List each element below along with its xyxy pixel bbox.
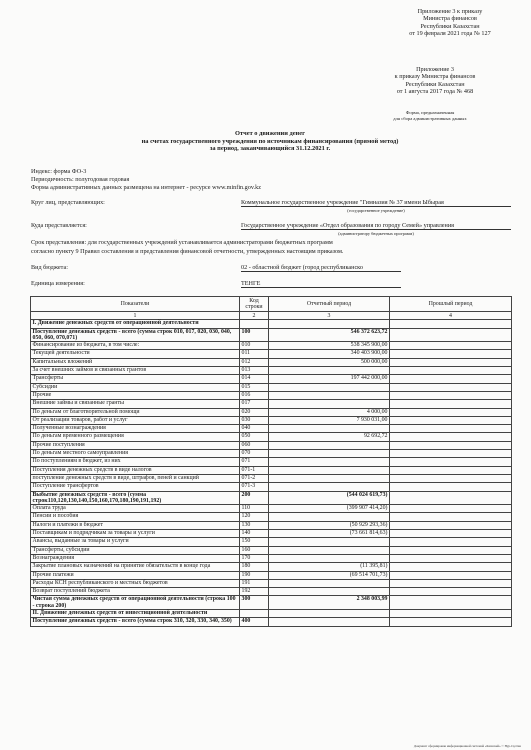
row-code: 180 (240, 563, 269, 571)
table-row (31, 433, 512, 441)
row-previous (390, 416, 512, 424)
row-label: Субсидии (31, 383, 240, 391)
row-label: Оплата труда (31, 505, 240, 513)
row-code: 013 (240, 367, 269, 375)
row-current (269, 618, 390, 626)
row-current (269, 588, 390, 596)
row-previous (390, 367, 512, 375)
row-label: По деньгам местного самоуправления (31, 450, 240, 458)
row-code: 170 (240, 554, 269, 562)
row-current (269, 609, 390, 617)
row-current: 197 442 000,00 (269, 375, 390, 383)
row-code: 200 (240, 491, 269, 505)
table-row (31, 367, 512, 375)
table-row (31, 483, 512, 491)
appendix2-line: Республики Казахстан (405, 80, 465, 88)
table-row (31, 441, 512, 449)
published-note: Форма административных данных размещена на интернет - ресурсе www.minfin.gov.kz (31, 184, 261, 191)
table-row (31, 618, 512, 626)
form-note-line: Форма, предназначенная (405, 110, 455, 115)
row-code: 017 (240, 400, 269, 408)
row-label: Трансферты (31, 375, 240, 383)
row-current: 500 000,00 (269, 358, 390, 366)
row-label: Чистая сумма денежных средств от операционной деятельности (строка 100 - строка 200) (31, 596, 240, 610)
row-label: Финансирование из бюджета, в том числе: (31, 342, 240, 350)
column-number-row (31, 312, 512, 320)
row-code: 011 (240, 350, 269, 358)
row-current: 92 692,72 (269, 433, 390, 441)
budget-value: 02 - областной бюджет (город республиканско (241, 264, 401, 272)
row-current: 7 930 031,00 (269, 416, 390, 424)
row-label: Внешние займы и связанные гранты (31, 400, 240, 408)
table-row (31, 579, 512, 587)
row-previous (390, 596, 512, 610)
row-label: Налоги и платежи в бюджет (31, 521, 240, 529)
table-header-row (31, 297, 512, 312)
row-current: (544 024 619,73) (269, 491, 390, 505)
header-previous-period: Прошлый период (390, 297, 512, 312)
row-code: 140 (240, 530, 269, 538)
row-label: II. Движение денежных средств от инвестиционной деятельности (31, 609, 240, 617)
row-label: По поступлениям в бюджет, из них (31, 458, 240, 466)
unit-value: ТЕНГЕ (241, 280, 401, 288)
row-previous (390, 441, 512, 449)
row-previous (390, 530, 512, 538)
appendix2-line: к приказу Министра финансов (394, 73, 476, 81)
title-line: Отчет о движении денег (235, 130, 305, 137)
row-current: (73 661 814,63) (269, 530, 390, 538)
row-code: 100 (240, 328, 269, 342)
row-previous (390, 425, 512, 433)
recipient-caption: (администратору бюджетных программ) (338, 231, 414, 236)
row-code: 130 (240, 521, 269, 529)
table-row (31, 383, 512, 391)
row-label: Закрытие плановых назначений на принятие обязательств в конце года (31, 563, 240, 571)
budget-label: Вид бюджета: (31, 264, 68, 271)
row-current: 340 403 900,00 (269, 350, 390, 358)
row-previous (390, 609, 512, 617)
row-code: 060 (240, 441, 269, 449)
row-code: 050 (240, 433, 269, 441)
cash-flow-table (30, 296, 512, 627)
row-label: Прочие (31, 391, 240, 399)
report-title (110, 130, 430, 153)
table-row (31, 391, 512, 399)
row-current: (11 395,81) (269, 563, 390, 571)
row-current (269, 579, 390, 587)
table-row (31, 491, 512, 505)
table-row (31, 358, 512, 366)
respondents-value: Коммунальное государственное учреждение "Гимназия № 37 имени Ыбырая (241, 199, 511, 207)
row-previous (390, 458, 512, 466)
title-line: за период, заканчивающийся 31.12.2021 г. (209, 145, 331, 153)
row-code: 071-1 (240, 466, 269, 474)
row-previous (390, 433, 512, 441)
row-code: 020 (240, 408, 269, 416)
form-index: Индекс: форма ФО-3 (31, 168, 87, 175)
row-label: Поставщикам и подрядчикам за товары и услуги (31, 530, 240, 538)
row-label: Прочие поступления (31, 441, 240, 449)
col-num-4: 4 (390, 312, 512, 320)
row-current (269, 383, 390, 391)
header-current-period: Отчетный период (269, 297, 390, 312)
row-previous (390, 546, 512, 554)
row-code: 030 (240, 416, 269, 424)
col-num-1: 1 (31, 312, 240, 320)
row-previous (390, 571, 512, 579)
row-code: 190 (240, 571, 269, 579)
row-label: Поступления денежных средств в виде налогов (31, 466, 240, 474)
row-current: (399 907 414,20) (269, 505, 390, 513)
row-code: 400 (240, 618, 269, 626)
row-code: 110 (240, 505, 269, 513)
header-line-code: Код строки (240, 297, 269, 312)
row-current (269, 391, 390, 399)
appendix2-line: Приложение 3 (416, 66, 454, 73)
row-current (269, 474, 390, 482)
row-previous (390, 538, 512, 546)
footer-note: Документ сформирован информационной системой «Казначей» © Нур-Сұлтан (413, 744, 521, 748)
row-label: Пенсии и пособия (31, 513, 240, 521)
table-row (31, 474, 512, 482)
row-current: 538 345 900,00 (269, 342, 390, 350)
table-row (31, 521, 512, 529)
row-label: Вознаграждения (31, 554, 240, 562)
row-current (269, 554, 390, 562)
row-label: Трансферты, субсидии (31, 546, 240, 554)
recipient-value: Государственное учреждение «Отдел образования по городу Семей» управления (241, 222, 511, 230)
row-previous (390, 375, 512, 383)
row-code: 300 (240, 596, 269, 610)
row-label: Авансы, выданные за товары и услуги (31, 538, 240, 546)
row-previous (390, 513, 512, 521)
row-label: От реализации товаров, работ и услуг (31, 416, 240, 424)
table-row (31, 400, 512, 408)
table-row (31, 530, 512, 538)
row-current (269, 450, 390, 458)
row-code: 040 (240, 425, 269, 433)
row-label: Возврат поступлений бюджета (31, 588, 240, 596)
respondents-label: Круг лиц, представляющих: (31, 199, 105, 206)
row-previous (390, 408, 512, 416)
row-label: Расходы КСН республиканского и местных бюджетов (31, 579, 240, 587)
row-code: 071-2 (240, 474, 269, 482)
row-previous (390, 400, 512, 408)
row-label: I. Движение денежных средств от операционной деятельности (31, 320, 240, 328)
row-label: Поступление денежных средств - всего (сумма строк 310, 320, 330, 340, 350) (31, 618, 240, 626)
appendix1-line: Министра финансов (423, 15, 477, 23)
table-row (31, 513, 512, 521)
row-current (269, 538, 390, 546)
table-row (31, 563, 512, 571)
table-row (31, 596, 512, 610)
table-row (31, 328, 512, 342)
row-previous (390, 491, 512, 505)
row-current (269, 441, 390, 449)
table-row (31, 546, 512, 554)
deadline-line-1: Срок представления: для государственных учреждений устанавливается администраторами бюджетных программ (31, 239, 333, 246)
col-num-2: 2 (240, 312, 269, 320)
row-previous (390, 579, 512, 587)
row-previous (390, 328, 512, 342)
row-label: Поступление трансфертов (31, 483, 240, 491)
table-row (31, 458, 512, 466)
appendix1-line: от 19 февраля 2021 года № 127 (409, 29, 491, 37)
table-row (31, 375, 512, 383)
row-current: 4 000,00 (269, 408, 390, 416)
appendix-block-2 (365, 66, 505, 95)
row-current: 546 372 623,72 (269, 328, 390, 342)
row-previous (390, 358, 512, 366)
row-code: 071-3 (240, 483, 269, 491)
table-row (31, 571, 512, 579)
appendix1-line: Республики Казахстан (420, 22, 480, 30)
row-current: (69 514 701,73) (269, 571, 390, 579)
table-row (31, 408, 512, 416)
row-label: По деньгам временного размещения (31, 433, 240, 441)
row-label: поступление денежных средств в виде, штрафов, пеней и санкций (31, 474, 240, 482)
table-row (31, 320, 512, 328)
row-previous (390, 554, 512, 562)
row-code: 070 (240, 450, 269, 458)
row-current (269, 425, 390, 433)
header-indicators: Показатели (31, 297, 240, 312)
row-current: 2 348 003,99 (269, 596, 390, 610)
row-previous (390, 391, 512, 399)
row-current (269, 466, 390, 474)
row-previous (390, 320, 512, 328)
form-note-line: для сбора административных данных (393, 116, 467, 121)
row-previous (390, 483, 512, 491)
table-row (31, 609, 512, 617)
row-code: 014 (240, 375, 269, 383)
table-row (31, 350, 512, 358)
row-previous (390, 383, 512, 391)
row-code: 191 (240, 579, 269, 587)
appendix-block-1 (395, 8, 505, 37)
row-code: 015 (240, 383, 269, 391)
respondents-caption: (государственное учреждение) (347, 208, 405, 213)
row-current (269, 320, 390, 328)
row-current (269, 483, 390, 491)
row-code: 160 (240, 546, 269, 554)
row-code: 071 (240, 458, 269, 466)
row-current (269, 458, 390, 466)
table-row (31, 450, 512, 458)
row-previous (390, 521, 512, 529)
row-current (269, 546, 390, 554)
row-label: За счет внешних займов и связанных грантов (31, 367, 240, 375)
row-code: 012 (240, 358, 269, 366)
row-previous (390, 450, 512, 458)
appendix2-line: от 1 августа 2017 года № 468 (396, 87, 474, 95)
row-label: По деньгам от благотворительной помощи (31, 408, 240, 416)
row-code: 016 (240, 391, 269, 399)
title-line: на счетах государственного учреждения по источникам финансирования (прямой метод) (141, 137, 399, 145)
table-row (31, 588, 512, 596)
table-row (31, 342, 512, 350)
row-previous (390, 588, 512, 596)
row-label: Выбытие денежных средств - всего (сумма строк110,120,130,140,150,160,170,180,190,191,192) (31, 491, 240, 505)
row-code: 192 (240, 588, 269, 596)
row-label: Полученные вознаграждения (31, 425, 240, 433)
row-current (269, 513, 390, 521)
recipient-label: Куда представляется: (31, 222, 87, 229)
table-row (31, 416, 512, 424)
row-label: Капитальных вложений (31, 358, 240, 366)
row-previous (390, 350, 512, 358)
table-row (31, 505, 512, 513)
row-code: 120 (240, 513, 269, 521)
row-previous (390, 474, 512, 482)
row-previous (390, 466, 512, 474)
row-previous (390, 505, 512, 513)
table-row (31, 466, 512, 474)
row-label: Поступление денежных средств - всего (сумма строк 010, 017, 020, 030, 040, 050, 060, 070,071) (31, 328, 240, 342)
col-num-3: 3 (269, 312, 390, 320)
row-current (269, 367, 390, 375)
row-label: Прочие платежи (31, 571, 240, 579)
row-code: 150 (240, 538, 269, 546)
row-previous (390, 618, 512, 626)
appendix1-line: Приложение 3 к приказу (417, 8, 483, 15)
row-previous (390, 563, 512, 571)
row-current: (50 929 293,36) (269, 521, 390, 529)
row-code (240, 609, 269, 617)
table-row (31, 425, 512, 433)
row-current (269, 400, 390, 408)
row-previous (390, 342, 512, 350)
table-row (31, 538, 512, 546)
periodicity: Периодичность: полугодовая годовая (31, 176, 130, 183)
row-label: Текущей деятельности (31, 350, 240, 358)
table-row (31, 554, 512, 562)
row-code (240, 320, 269, 328)
unit-label: Единица измерения: (31, 280, 85, 287)
row-code: 010 (240, 342, 269, 350)
form-note (355, 110, 505, 122)
deadline-line-2: согласно пункту 9 Правил составления и представления финансовой отчетности, утвержденных настоящим приказом. (31, 248, 344, 255)
